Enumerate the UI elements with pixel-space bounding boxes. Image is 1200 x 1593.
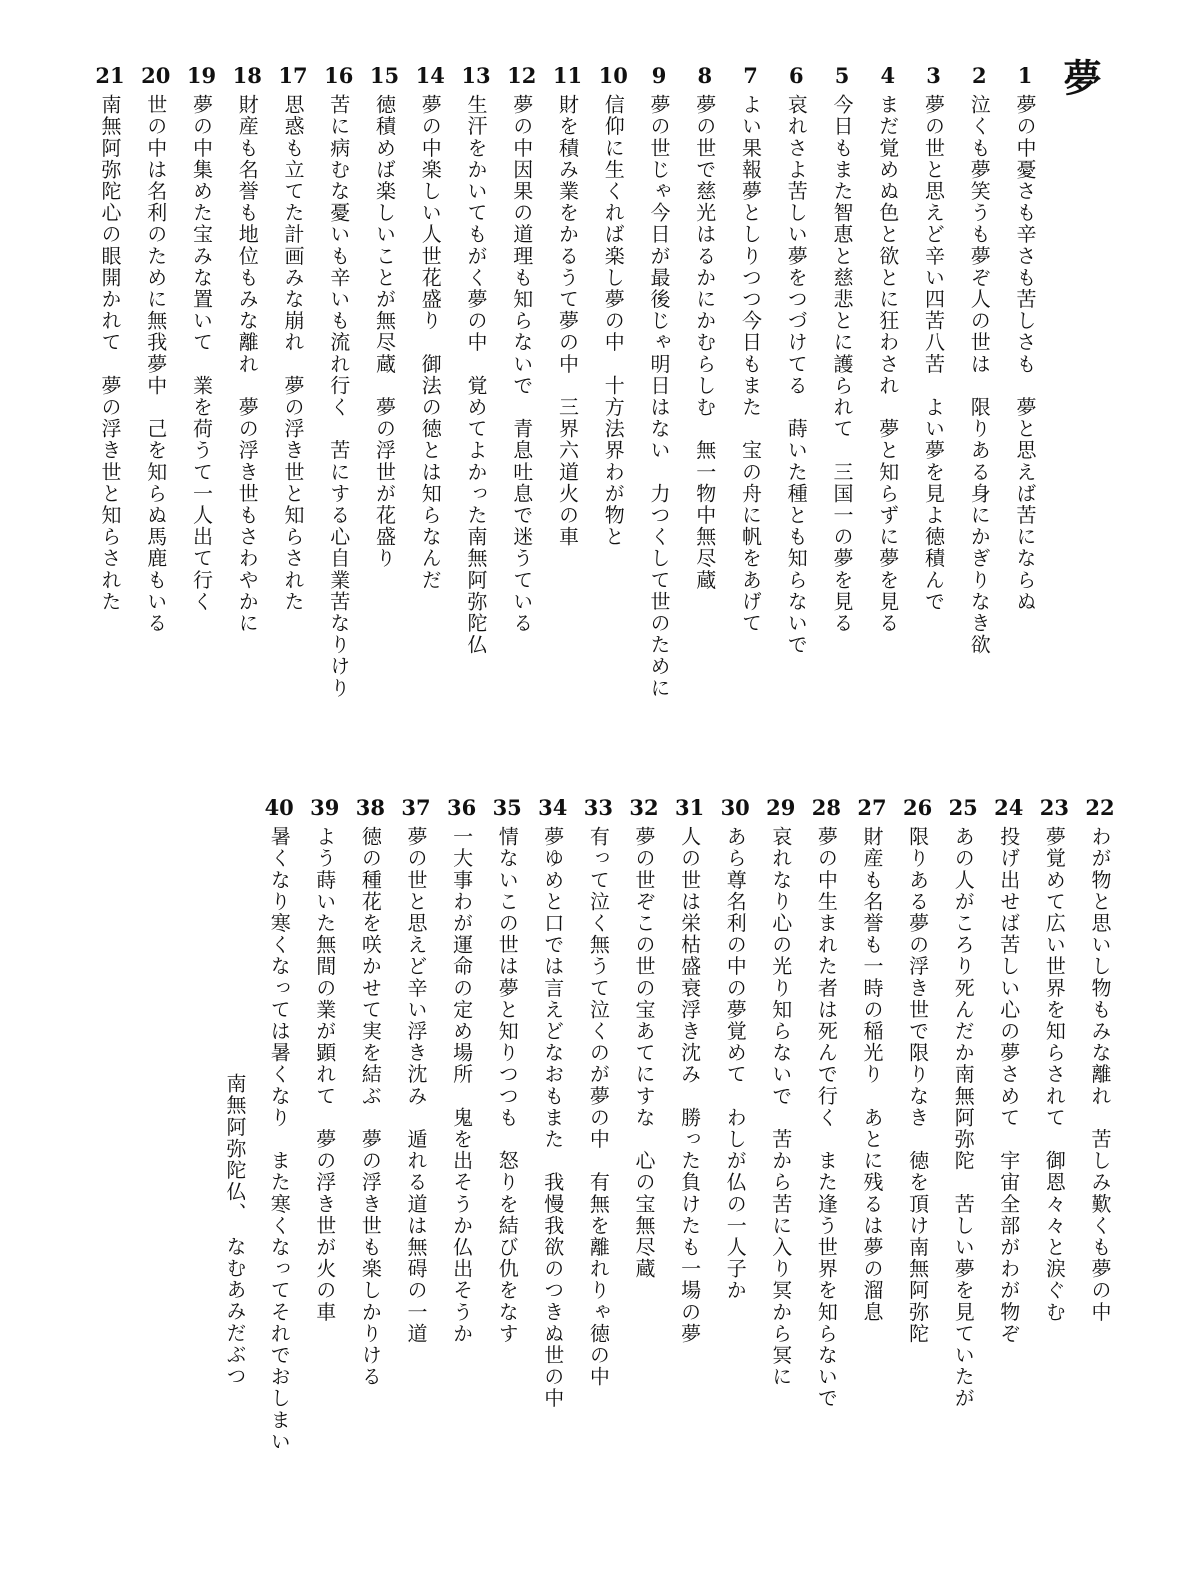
verse [224,64,270,634]
verse-text: 苦に病むな憂いも辛いも流れ行く 苦にする心自業苦なりけり [326,94,351,699]
verse-text: 情ないこの世は夢と知りつつも 怒りを結び仇をなす [495,826,520,1345]
verse-number: 2 [971,63,987,88]
verse [819,64,865,634]
verse [956,64,1002,656]
verse-number: 36 [446,795,477,820]
verse-text: 夢の世で慈光はるかにかむらしむ 無一物中無尽蔵 [692,94,717,591]
verse-text: わが物と思いし物もみな離れ 苦しみ歎くも夢の中 [1088,826,1112,1323]
verse [133,64,179,634]
verse-text: 哀れなり心の光り知らないで 苦から苦に入り冥から冥に [768,826,793,1388]
verse-text: 徳積めば楽しいことが無尽蔵 夢の浮世が花盛り [372,94,397,570]
verse [865,64,911,634]
verse [773,64,819,656]
verse-text: 投げ出せば苦しい心の夢さめて 宇宙全部がわが物ぞ [996,826,1021,1345]
verse-text: 夢覚めて広い世界を知らされて 御恩々々と涙ぐむ [1042,826,1067,1323]
verse-number: 1 [1017,63,1033,88]
verse-number: 25 [948,795,978,820]
verse-number: 20 [141,63,171,88]
page-title: 夢 [1057,58,1102,96]
verse [453,64,499,656]
verse-text: 夢の中憂さも辛さも苦しさも 夢と思えば苦にならぬ [1013,94,1037,613]
verse [636,64,682,699]
verse-text: 夢の世と思えど辛い四苦八苦 よい夢を見よ徳積んで [921,94,946,613]
verse [590,64,636,548]
verse [849,796,895,1323]
verse [667,796,713,1344]
verse-number: 32 [629,795,659,820]
verse-text: 夢の中集めた宝みな置いて 業を荷うて一人出て行く [189,94,214,613]
verse [911,64,957,612]
verse-number: 40 [264,795,294,820]
verse-number: 6 [788,63,804,88]
verse [1077,796,1123,1323]
verse [545,64,591,548]
verse-number: 18 [232,63,262,88]
verse [256,796,302,1452]
verse-number: 26 [902,795,933,820]
verse [302,796,348,1323]
verse-number: 28 [811,795,841,820]
verse-text: 生汗をかいてもがく夢の中 覚めてよかった南無阿弥陀仏 [464,94,488,656]
verse [439,796,485,1344]
verse-text: あの人がころり死んだか南無阿弥陀 苦しい夢を見ていたが [951,826,976,1410]
verse [728,64,774,634]
verse-text: よう蒔いた無間の業が顕れて 夢の浮き世が火の車 [312,826,337,1323]
verse-text: 財産も名誉も地位もみな離れ 夢の浮き世もさわやかに [235,94,260,634]
verse [87,64,133,612]
verse [316,64,362,699]
verse-number: 5 [834,63,850,88]
verse-number: 9 [651,63,667,88]
verse [484,796,530,1344]
verse-number: 27 [857,795,887,820]
verse-number: 24 [994,795,1024,820]
verse-number: 4 [880,63,896,88]
verse-number: 31 [674,795,705,820]
verse-number: 10 [598,63,628,88]
verse-number: 17 [278,63,308,88]
verse [407,64,453,591]
verse-text: 哀れさよ苦しい夢をつづけてる 蒔いた種とも知らないで [784,94,809,656]
verse-number: 22 [1085,795,1115,820]
verse-number: 29 [766,795,796,820]
verse-number: 19 [186,63,217,88]
verse-number: 12 [507,63,537,88]
verse [499,64,545,634]
verse-number: 34 [538,795,568,820]
verse-number: 11 [552,63,583,88]
verse [803,796,849,1409]
verse [270,64,316,612]
verse [940,796,986,1409]
verse-text: 徳の種花を咲かせて実を結ぶ 夢の浮き世も楽しかりける [358,826,383,1388]
verse-text: 今日もまた智恵と慈悲とに護られて 三国一の夢を見る [830,94,854,634]
verse-number: 15 [369,63,400,88]
verse-text: 夢の中因果の道理も知らないで 青息吐息で迷うている [509,94,534,634]
verse [895,796,941,1344]
verse-number: 14 [415,63,445,88]
verse-text: 限りある夢の浮き世で限りなき 徳を頂け南無阿弥陀 [905,826,930,1345]
verse-text: 信仰に生くれば楽し夢の中 十方法界わが物と [601,94,626,548]
verse-text: 暑くなり寒くなっては暑くなり また寒くなってそれでおしまい [267,826,292,1453]
verse-text: 夢の世じゃ今日が最後じゃ明日はない 力つくして世のために [647,94,671,699]
verse-text: 夢の中生まれた者は死んで行く また逢う世界を知らないで [814,826,839,1410]
verse-text: まだ覚めぬ色と欲とに狂わされ 夢と知らずに夢を見る [875,94,900,634]
verse-text: あら尊名利の中の夢覚めて わしが仏の一人子か [723,826,748,1302]
verse-text: よい果報夢としりつつ今日もまた 宝の舟に帆をあげて [738,94,763,634]
verse [712,796,758,1301]
verse-text: 思惑も立てた計画みな崩れ 夢の浮き世と知らされた [281,94,305,613]
verse-text: 夢の世ぞこの世の宝あてにすな 心の宝無尽蔵 [632,826,656,1280]
verse [393,796,439,1344]
verse-text: 夢の世と思えど辛い浮き沈み 遁れる道は無碍の一道 [404,826,428,1345]
verse [575,796,621,1388]
verse-text: 財産も名誉も一時の稲光り あとに残るは夢の溜息 [860,826,884,1323]
verse-number: 13 [461,63,491,88]
verse-number: 30 [720,795,750,820]
verse [530,796,576,1409]
verse [362,64,408,569]
verse-number: 39 [310,795,340,820]
verse-number: 16 [324,63,354,88]
verse-text: 人の世は栄枯盛衰浮き沈み 勝った負けたも一場の夢 [677,826,702,1345]
verse-number: 21 [95,63,125,88]
verse [682,64,728,591]
verse-number: 23 [1039,795,1069,820]
verse-number: 7 [743,63,758,88]
closing-line: 南無阿弥陀仏、 なむあみだぶつ [223,1073,247,1387]
verse [1002,64,1048,612]
verse-number: 8 [697,63,713,88]
verse-number: 3 [926,63,941,88]
verse-text: 南無阿弥陀心の眼開かれて 夢の浮き世と知らされた [98,94,122,613]
verse-number: 35 [492,795,522,820]
verse-number: 33 [583,795,613,820]
verse-text: 一大事わが運命の定め場所 鬼を出そうか仏出そうか [449,826,474,1345]
verse [758,796,804,1388]
verse-text: 泣くも夢笑うも夢ぞ人の世は 限りある身にかぎりなき欲 [967,94,992,656]
verse-text: 有って泣く無うて泣くのが夢の中 有無を離れりゃ徳の中 [586,826,611,1388]
verse-number: 37 [401,795,431,820]
verse [986,796,1032,1344]
verse [347,796,393,1388]
verse-number: 38 [355,795,385,820]
verse-text: 財を積み業をかるうて夢の中 三界六道火の車 [555,94,580,548]
verse-text: 夢の中楽しい人世花盛り 御法の徳とは知らなんだ [418,94,443,591]
verse [179,64,225,612]
verse [1031,796,1077,1323]
verse [621,796,667,1280]
verse-text: 夢ゆめと口では言えどなおもまた 我慢我欲のつきぬ世の中 [540,826,565,1410]
verse-text: 世の中は名利のために無我夢中 己を知らぬ馬鹿もいる [143,94,168,634]
